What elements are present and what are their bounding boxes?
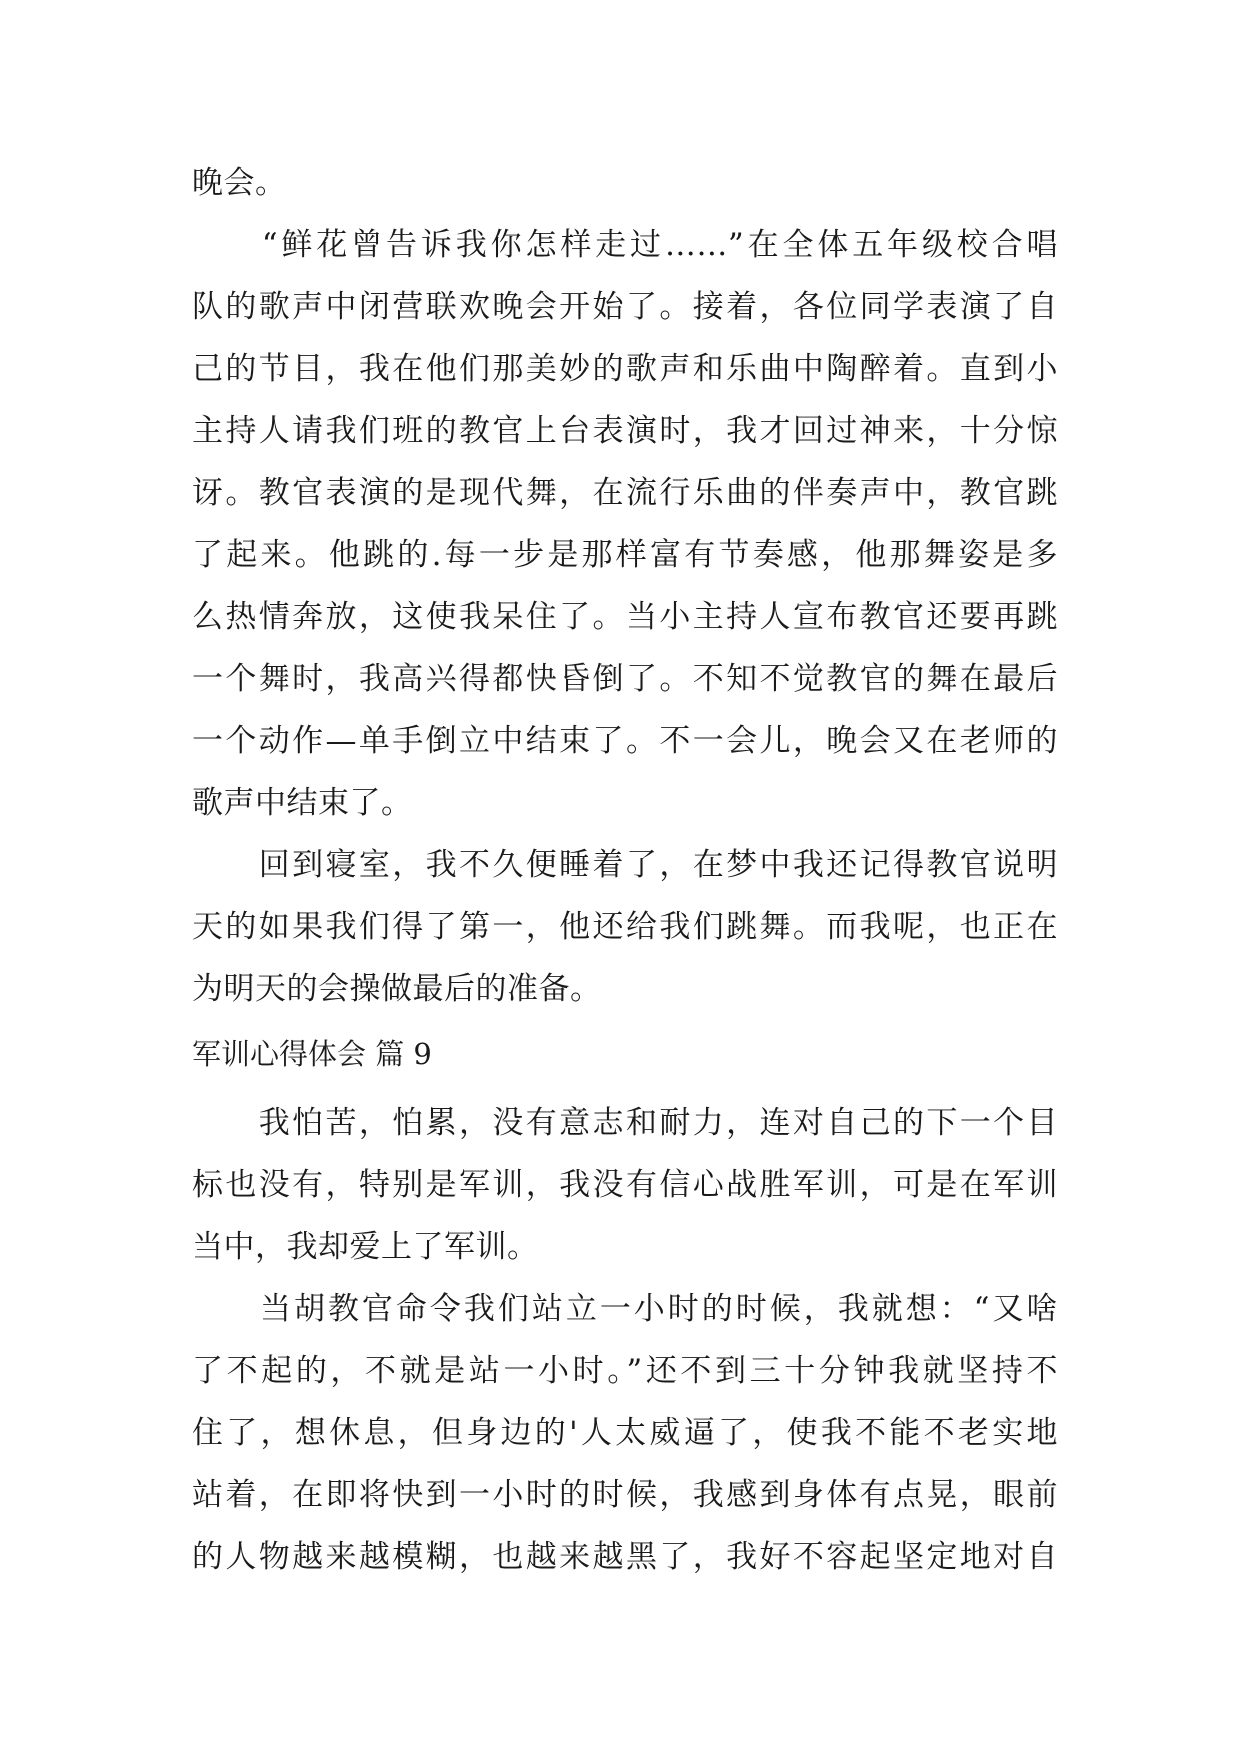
- text-line: 主持人请我们班的教官上台表演时，我才回过神来，十分惊: [192, 413, 1058, 449]
- text-line: 队的歌声中闭营联欢晚会开始了。接着，各位同学表演了自: [192, 289, 1058, 325]
- text-line: 天的如果我们得了第一，他还给我们跳舞。而我呢，也正在: [192, 909, 1058, 945]
- text-line: 当中，我却爱上了军训。: [192, 1229, 539, 1265]
- text-line: 己的节目，我在他们那美妙的歌声和乐曲中陶醉着。直到小: [192, 351, 1058, 387]
- text-line: 我怕苦，怕累，没有意志和耐力，连对自己的下一个目: [192, 1105, 1058, 1141]
- text-line: 回到寝室，我不久便睡着了，在梦中我还记得教官说明: [192, 847, 1058, 883]
- text-line: 标也没有，特别是军训，我没有信心战胜军训，可是在军训: [192, 1167, 1058, 1203]
- text-line: 一个舞时，我高兴得都快昏倒了。不知不觉教官的舞在最后: [192, 661, 1058, 697]
- text-line: 的人物越来越模糊，也越来越黑了，我好不容起坚定地对自: [192, 1539, 1058, 1575]
- text-line: “鲜花曾告诉我你怎样走过……”在全体五年级校合唱: [192, 227, 1058, 263]
- text-line: 一个动作—单手倒立中结束了。不一会儿，晚会又在老师的: [192, 723, 1058, 759]
- article-section-a: [192, 152, 1058, 1020]
- text-line: 当胡教官命令我们站立一小时的时候，我就想：“又啥: [192, 1291, 1058, 1327]
- text-line: 么热情奔放，这使我呆住了。当小主持人宣布教官还要再跳: [192, 599, 1058, 635]
- text-line: 为明天的会操做最后的准备。: [192, 971, 602, 1007]
- text-line: 歌声中结束了。: [192, 785, 413, 821]
- section-heading: 军训心得体会 篇 9: [192, 1037, 432, 1071]
- text-line: 站着，在即将快到一小时的时候，我感到身体有点晃，眼前: [192, 1477, 1058, 1513]
- article-section-b: [192, 1092, 1058, 1588]
- text-line: 讶。教官表演的是现代舞，在流行乐曲的伴奏声中，教官跳: [192, 475, 1058, 511]
- text-line: 了不起的，不就是站一小时。”还不到三十分钟我就坚持不: [192, 1353, 1058, 1389]
- text-line: 晚会。: [192, 165, 287, 201]
- text-line: 了起来。他跳的.每一步是那样富有节奏感，他那舞姿是多: [192, 537, 1058, 573]
- text-line: 住了，想休息，但身边的'人太威逼了，使我不能不老实地: [192, 1415, 1058, 1451]
